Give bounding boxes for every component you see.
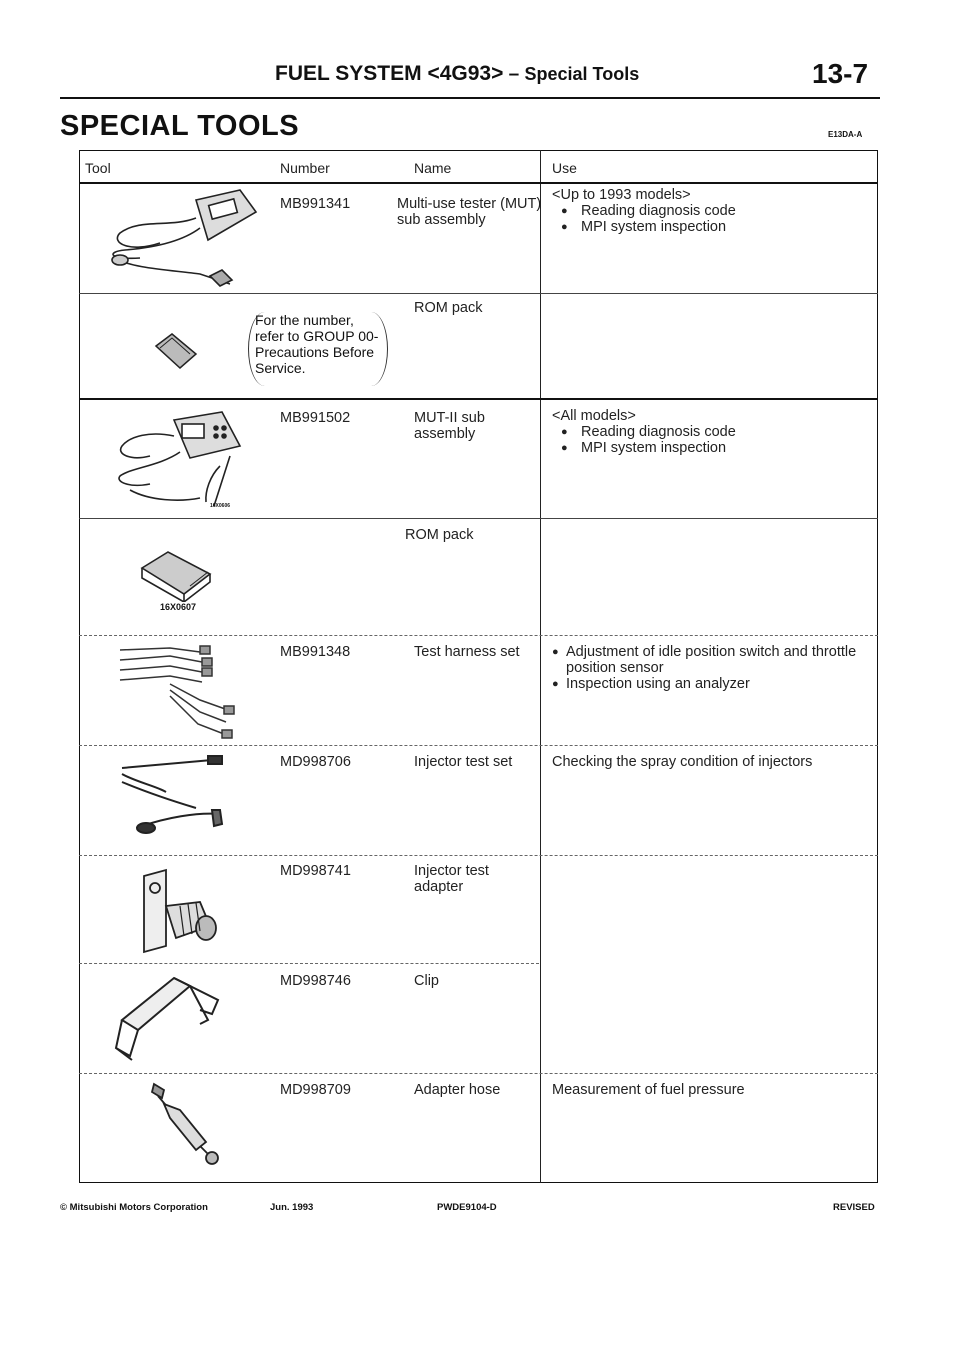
column-header-use: Use [552, 160, 577, 176]
tool-number: MB991502 [280, 410, 351, 426]
tool-name: Multi-use tester (MUT) sub assembly [397, 196, 542, 228]
tool-number: MD998741 [280, 863, 351, 879]
tool-name: Clip [414, 973, 439, 989]
section-title: SPECIAL TOOLS [60, 110, 300, 142]
tool-use [552, 187, 882, 235]
mut-ii-icon [110, 406, 260, 514]
footer-copyright: © Mitsubishi Motors Corporation [60, 1202, 208, 1213]
clip-icon [108, 970, 228, 1066]
tool-name: Adapter hose [414, 1082, 501, 1098]
tool-number: MD998709 [280, 1082, 351, 1098]
use-heading: <Up to 1993 models> [552, 187, 691, 203]
use-heading: <All models> [552, 408, 636, 424]
header-title-main: FUEL SYSTEM <4G93> [275, 62, 504, 85]
row-divider [79, 518, 878, 519]
tool-use [552, 408, 882, 456]
column-header-tool: Tool [85, 160, 111, 176]
column-header-number: Number [280, 160, 330, 176]
footer-date: Jun. 1993 [270, 1202, 314, 1213]
reference-note: For the number, refer to GROUP 00- Precautions Before Service. [248, 312, 388, 386]
header-rule [60, 97, 880, 99]
tool-use [552, 644, 874, 692]
section-code: E13DA-A [828, 130, 863, 139]
test-harness-icon [110, 640, 240, 742]
page-number: 13-7 [812, 58, 869, 89]
tool-name: Injector test set [414, 754, 513, 770]
row-divider [79, 855, 878, 856]
tool-name: Injector test adapter [414, 863, 489, 895]
row-divider [79, 398, 878, 400]
header-title-sub: Special Tools [524, 64, 640, 84]
footer-doc-code: PWDE9104-D [437, 1202, 497, 1213]
header-title-dash: – [508, 64, 520, 85]
adapter-hose-icon [140, 1080, 230, 1170]
tool-use: Checking the spray condition of injectors [552, 754, 813, 770]
tool-number: MB991348 [280, 644, 351, 660]
injector-test-set-icon [116, 752, 236, 844]
use-item: ● MPI system inspection [552, 219, 882, 235]
tool-name: MUT-II sub assembly [414, 410, 485, 442]
tool-name: ROM pack [405, 527, 474, 543]
row-divider [79, 1073, 878, 1074]
footer-status: REVISED [833, 1202, 875, 1213]
use-item: ● Reading diagnosis code [552, 203, 882, 219]
tool-number: MD998706 [280, 754, 351, 770]
table-header-rule [79, 182, 878, 184]
row-divider [79, 745, 878, 746]
multi-use-tester-icon [100, 188, 260, 290]
use-item: ● Inspection using an analyzer [552, 676, 874, 692]
injector-adapter-icon [140, 866, 220, 960]
column-header-name: Name [414, 160, 452, 176]
row-divider [79, 635, 878, 636]
tool-name: ROM pack [414, 300, 483, 316]
use-item: ● Reading diagnosis code [552, 424, 882, 440]
image-code: 16X0607 [160, 602, 197, 612]
row-divider [79, 293, 878, 294]
tool-number: MD998746 [280, 973, 351, 989]
rom-pack-icon [138, 548, 214, 602]
rom-pack-icon [152, 332, 200, 370]
row-divider [79, 963, 539, 964]
image-code: 16X0606 [210, 503, 231, 509]
use-item: ● MPI system inspection [552, 440, 882, 456]
tool-number: MB991341 [280, 196, 351, 212]
use-item: ● Adjustment of idle position switch and throttle position sensor [552, 644, 874, 676]
tool-name: Test harness set [414, 644, 520, 660]
page-header-title [275, 62, 639, 86]
tool-use: Measurement of fuel pressure [552, 1082, 745, 1098]
